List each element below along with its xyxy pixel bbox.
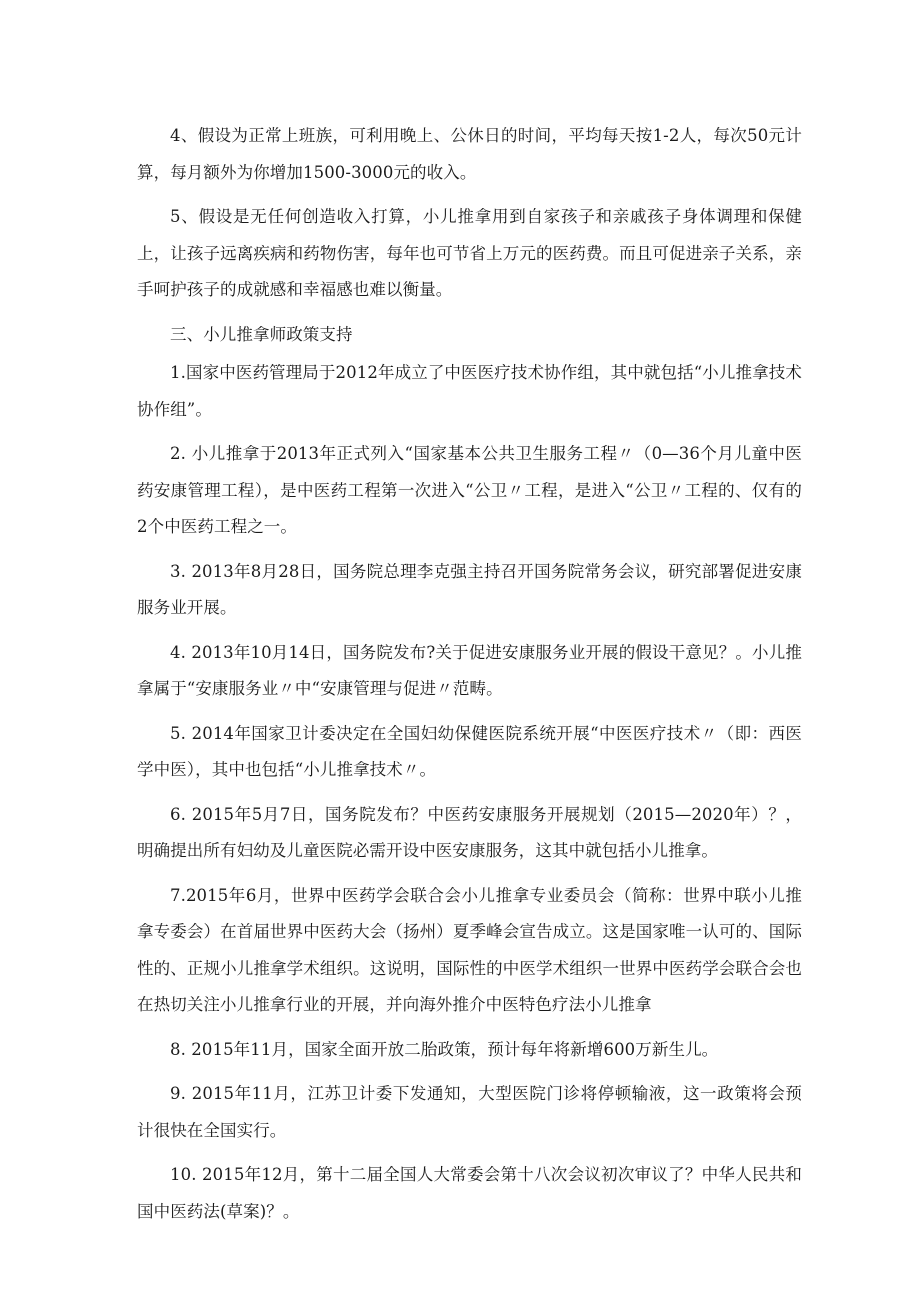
section-heading-policy-support: 三、小儿推拿师政策支持 (170, 324, 353, 344)
policy-item-1: 1.国家中医药管理局于2012年成立了中医医疗技术协作组，其中就包括“小儿推拿技术协作组”。 (137, 363, 802, 419)
paragraph-5: 5、假设是无任何创造收入打算，小儿推拿用到自家孩子和亲戚孩子身体调理和保健上，让孩子远离疾病和药物伤害，每年也可节省上万元的医药费。而且可促进亲子关系，亲手呵护孩子的成就感和幸福感也难以衡量。 (137, 207, 802, 299)
policy-item-10: 10. 2015年12月，第十二届全国人大常委会第十八次会议初次审议了？中华人民共和国中医药法(草案)？。 (137, 1165, 802, 1221)
policy-item-3: 3. 2013年8月28日，国务院总理李克强主持召开国务院常务会议，研究部署促进安康服务业开展。 (137, 561, 802, 617)
policy-item-5: 5. 2014年国家卫计委决定在全国妇幼保健医院系统开展“中医医疗技术〃（即：西医学中医），其中也包括“小儿推拿技术〃。 (137, 723, 802, 779)
policy-item-8: 8. 2015年11月，国家全面开放二胎政策，预计每年将新增600万新生儿。 (170, 1039, 719, 1059)
policy-item-7: 7.2015年6月，世界中医药学会联合会小儿推拿专业委员会（简称：世界中联小儿推拿专委会）在首届世界中医药大会（扬州）夏季峰会宣告成立。这是国家唯一认可的、国际性的、正规小儿推拿学术组织。这说明，国际性的中医学术组织一世界中医药学会联合会也在热切关注小儿推拿行业的开展，并向海外推介中医特色疗法小儿推拿 (137, 885, 802, 1014)
policy-item-4: 4. 2013年10月14日，国务院发布?关于促进安康服务业开展的假设干意见？。小儿推拿属于“安康服务业〃中“安康管理与促进〃范畴。 (137, 642, 802, 698)
policy-item-9: 9. 2015年11月，江苏卫计委下发通知，大型医院门诊将停顿输液，这一政策将会预计很快在全国实行。 (137, 1084, 802, 1140)
policy-item-6: 6. 2015年5月7日，国务院发布？中医药安康服务开展规划（2015—2020年）？，明确提出所有妇幼及儿童医院必需开设中医安康服务，这其中就包括小儿推拿。 (137, 804, 802, 860)
policy-item-2: 2. 小儿推拿于2013年正式列入“国家基本公共卫生服务工程〃（0—36个月儿童中医药安康管理工程），是中医药工程第一次进入“公卫〃工程，是进入“公卫〃工程的、仅有的2个中医药工程之一。 (137, 444, 802, 536)
paragraph-4: 4、假设为正常上班族，可利用晚上、公休日的时间，平均每天按1-2人，每次50元计算，每月额外为你增加1500-3000元的收入。 (137, 126, 802, 182)
